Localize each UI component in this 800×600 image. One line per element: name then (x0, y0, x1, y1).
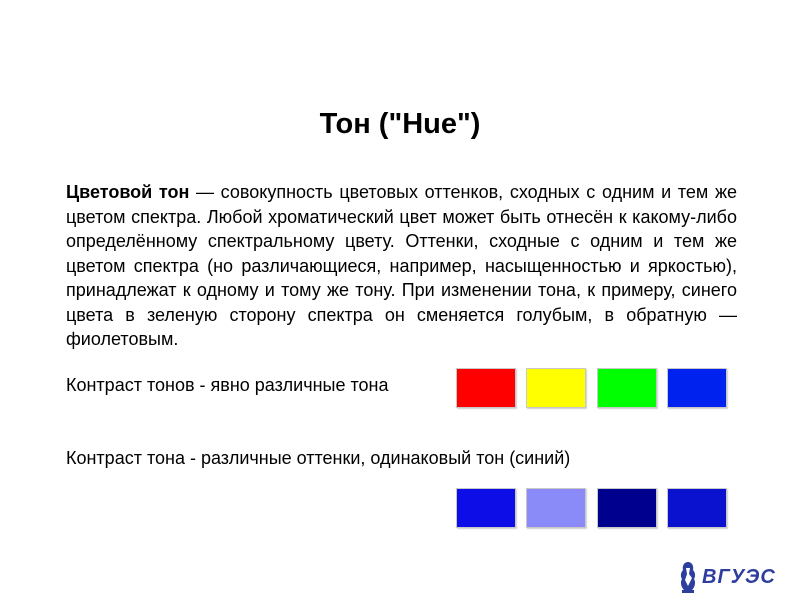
swatch-red (456, 368, 516, 408)
swatch-blue (667, 368, 727, 408)
definition-paragraph (66, 180, 737, 352)
swatch-blue-dark (597, 488, 657, 528)
contrast-shade-swatches (456, 488, 732, 530)
university-logo (676, 560, 776, 594)
swatch-green (597, 368, 657, 408)
logo-text: ВГУЭС (702, 566, 776, 588)
swatch-blue-light (526, 488, 586, 528)
definition-term: Цветовой тон (66, 182, 190, 202)
definition-body: — совокупность цветовых оттенков, сходных с одним и тем же цветом спектра. Любой хроматический цвет может быть отнесён к какому-либо определённому спектральному цвету. Оттенки, сходные с одним и тем же цветом спектра (но различающиеся, например, насыщенностью и яркостью), принадлежат к одному и тому же тону. При изменении тона, к примеру, синего цвета в зеленую сторону спектра он сменяется голубым, в обратную — фиолетовым. (66, 182, 737, 349)
contrast-hues-swatches (456, 368, 732, 410)
contrast-shade-label: Контраст тона - различные оттенки, одинаковый тон (синий) (66, 448, 571, 468)
logo-emblem-icon (676, 560, 700, 594)
swatch-yellow (526, 368, 586, 408)
swatch-blue-medium (667, 488, 727, 528)
slide-title: Тон ("Hue") (319, 108, 481, 140)
swatch-blue-pure (456, 488, 516, 528)
contrast-hues-label: Контраст тонов - явно различные тона (66, 375, 389, 395)
